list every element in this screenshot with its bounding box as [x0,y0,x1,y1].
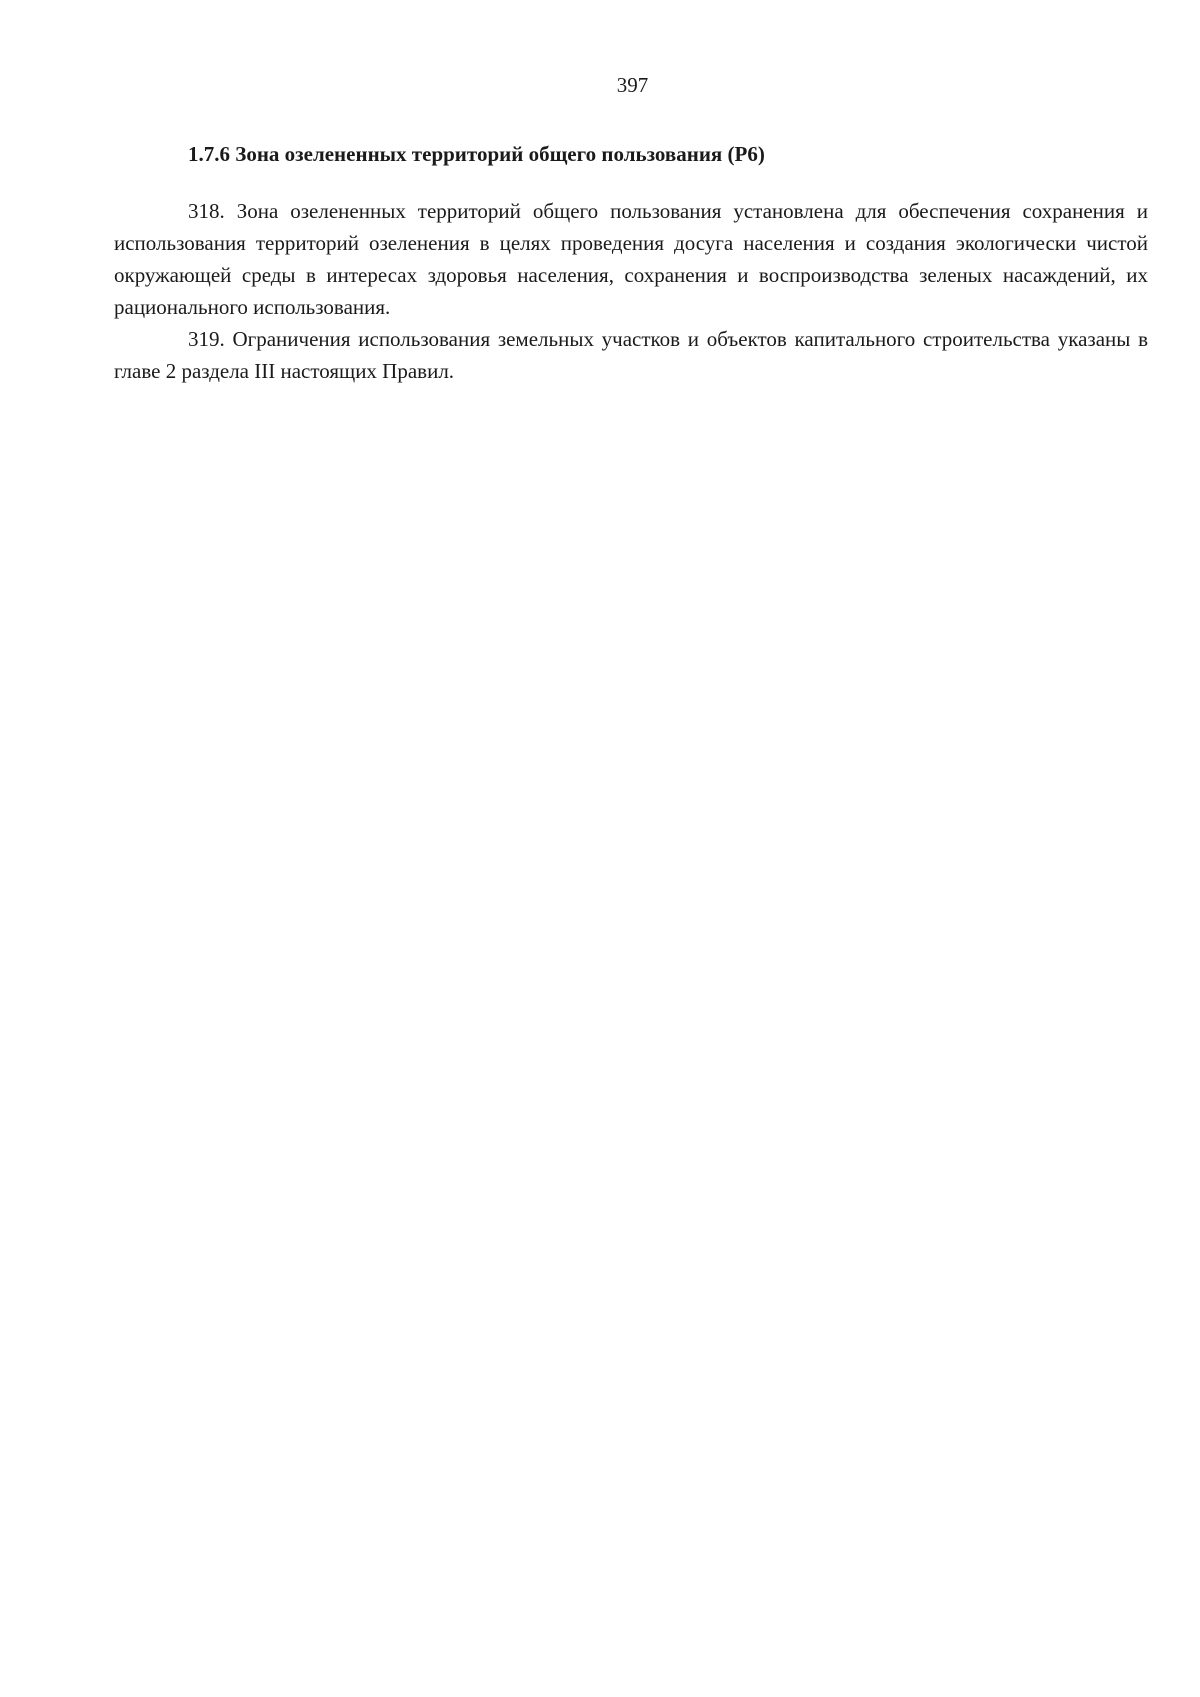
paragraph-318: 318. Зона озелененных территорий общего пользования установлена для обеспечения сохранения и использования территорий озеленения в целях проведения досуга населения и создания экологически чистой окружающей среды в интересах здоровья населения, сохранения и воспроизводства зеленых насаждений, их рационального использования. [114,199,1148,319]
section-heading: 1.7.6 Зона озелененных территорий общего пользования (Р6) [188,142,765,166]
page-number: 397 [616,73,649,97]
section-body [114,195,1148,387]
paragraph-319: 319. Ограничения использования земельных участков и объектов капитального строительства указаны в главе 2 раздела III настоящих Правил. [114,327,1148,383]
